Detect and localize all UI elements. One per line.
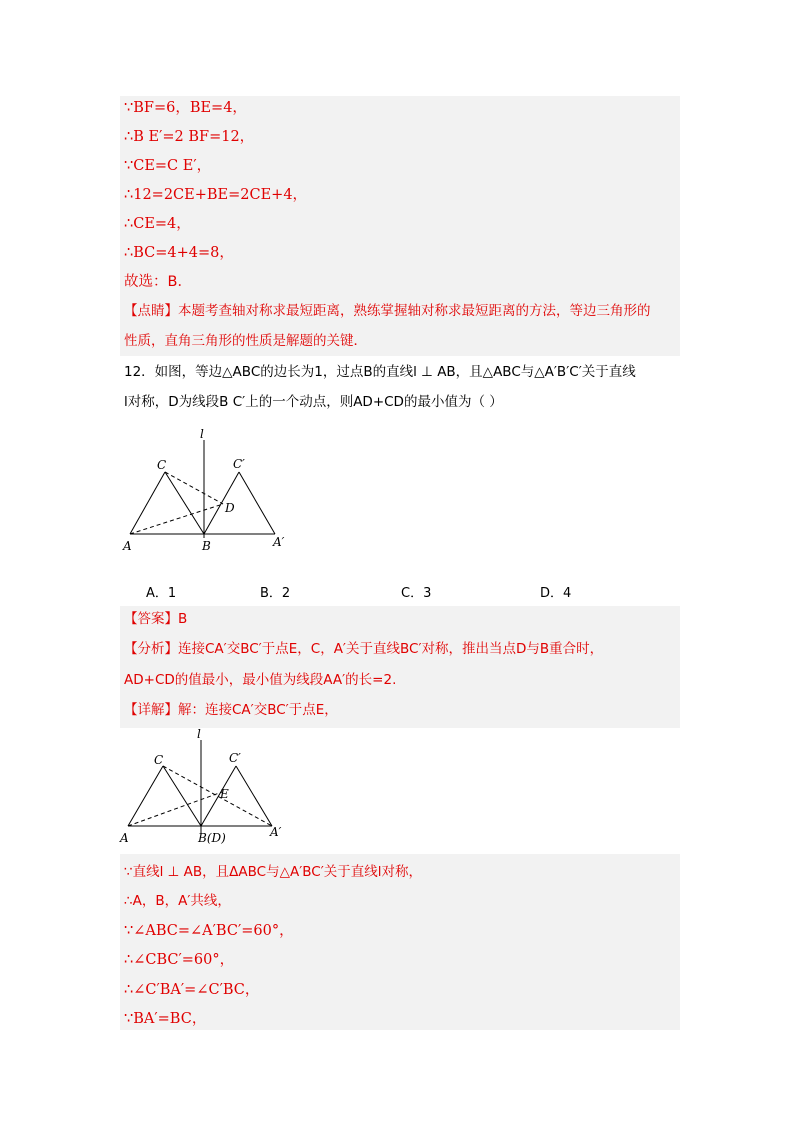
- top-line-1: ∵BF=6，BE=4，: [124, 100, 247, 116]
- top-line-5: ∴CE=4，: [124, 216, 191, 232]
- segment-CB: [163, 766, 201, 826]
- segment-CB: [165, 472, 204, 534]
- figure-1: [115, 428, 295, 558]
- segment-C2A2: [239, 472, 275, 534]
- label-C2: C′: [229, 751, 241, 765]
- detail-tag: 【详解】: [124, 702, 178, 718]
- analysis-line-1: [124, 639, 603, 659]
- answer-line: [124, 609, 187, 629]
- label-l: l: [197, 728, 201, 741]
- proof-line-1: ∵直线l ⊥ AB，且ΔABC与△A′BC′关于直线l对称，: [124, 864, 423, 880]
- choice-b: B．2: [260, 586, 291, 601]
- comment-text-1: 本题考查轴对称求最短距离，熟练掌握轴对称求最短距离的方法，等边三角形的: [178, 303, 651, 319]
- label-A2: A′: [273, 535, 285, 549]
- analysis-line-2: AD+CD的值最小，最小值为线段AA′的长=2.: [124, 672, 397, 688]
- label-B: B: [202, 539, 211, 553]
- proof-line-4: ∴∠CBC′=60°，: [124, 952, 235, 968]
- figure-2: [116, 728, 286, 848]
- label-E: E: [220, 787, 229, 801]
- label-A: A: [123, 539, 132, 553]
- dashed-CD: [165, 472, 223, 504]
- label-l: l: [200, 428, 204, 441]
- choice-d: D．4: [540, 586, 572, 601]
- question-line-2: l对称，D为线段B C′上的一个动点，则AD+CD的最小值为（ ）: [124, 394, 503, 410]
- label-C: C: [154, 753, 164, 767]
- segment-AC: [128, 766, 163, 826]
- choice-a: A．1: [146, 586, 177, 601]
- label-D: D: [225, 501, 235, 515]
- label-C: C: [157, 458, 167, 472]
- label-C2: C′: [233, 457, 245, 471]
- choice-c: C．3: [401, 586, 432, 601]
- answer-value: B: [178, 611, 188, 627]
- top-line-6: ∴BC=4+4=8，: [124, 245, 234, 261]
- comment-tag: 【点睛】: [124, 303, 178, 319]
- label-BD: B(D): [198, 831, 226, 845]
- comment-line-2: 性质，直角三角形的性质是解题的关键．: [124, 333, 367, 349]
- label-A2: A′: [270, 825, 282, 839]
- proof-line-5: ∴∠C′BA′=∠C′BC，: [124, 982, 260, 998]
- proof-line-6: ∵BA′=BC，: [124, 1011, 207, 1027]
- analysis-text-1: 连接CA′交BC′于点E，C，A′关于直线BC′对称，推出当点D与B重合时，: [178, 641, 604, 657]
- top-line-4: ∴12=2CE+BE=2CE+4，: [124, 187, 308, 203]
- top-line-3: ∵CE=C E′，: [124, 158, 212, 174]
- segment-C2A2: [236, 766, 272, 826]
- dashed-AE: [128, 792, 222, 826]
- top-line-2: ∴B E′=2 BF=12，: [124, 129, 255, 145]
- answer-tag: 【答案】: [124, 611, 178, 627]
- proof-line-3: ∵∠ABC=∠A′BC′=60°，: [124, 923, 294, 939]
- comment-line-1: [124, 301, 651, 321]
- label-A: A: [120, 831, 129, 845]
- analysis-tag: 【分析】: [124, 641, 178, 657]
- question-line-1: 12．如图，等边△ABC的边长为1，过点B的直线l ⊥ AB，且△ABC与△A′B′C′关于直线: [124, 364, 636, 380]
- top-line-7: 故选：B．: [124, 274, 192, 290]
- dashed-CA2: [163, 766, 272, 826]
- detail-line-1: [124, 700, 338, 720]
- detail-text-1: 解：连接CA′交BC′于点E，: [178, 702, 338, 718]
- proof-line-2: ∴A，B，A′共线，: [124, 893, 231, 909]
